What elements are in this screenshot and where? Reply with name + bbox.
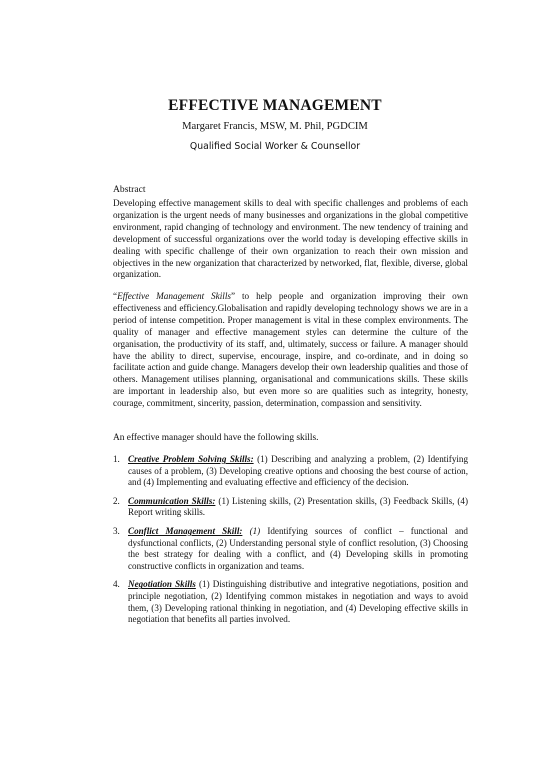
author-line: Margaret Francis, MSW, M. Phil, PGDCIM [182, 121, 368, 132]
skill-description: (1) Listening skills, (2) Presentation skills, (3) Feedback Skills, (4) Report writing skills. [128, 495, 468, 518]
intro-paragraph-text: ” to help people and organization improving their own effectiveness and efficiency.Globalisation and rapidly developing technology shows we are in a period of intense competition. Proper management is vital in these complex environments. The quality of manager and effective management styles can determine the culture of the organisation, the productivity of its staff, and, ultimately, success or failure. A manager should have the ability to direct, supervise, encourage, inspire, and co-ordinate, and in doing so facilitate action and guide change. Managers develop their own leadership qualities and those of others. Management utilises planning, organisational and communications skills. These skills are important in leadership also, but even more so are qualities such as integrity, honesty, courage, commitment, sincerity, passion, determination, compassion and sensitivity. [113, 291, 468, 409]
author-qualification: Qualified Social Worker & Counsellor [189, 141, 361, 152]
skill-name: Conflict Management Skill: [128, 525, 243, 536]
skills-list [113, 454, 468, 633]
skills-intro: An effective manager should have the following skills. [113, 433, 319, 443]
list-number: 4. [113, 579, 120, 590]
list-number: 1. [113, 454, 120, 464]
list-item [113, 496, 468, 519]
list-item [113, 526, 468, 572]
skill-description: Identifying sources of conflict – functional and dysfunctional conflicts, (2) Understanding personal style of conflict resolution, (3) Choosing the best strategy for dealing with a conflict, and (4) Developing skills in promoting constructive conflicts in organization and teams. [128, 525, 468, 571]
intro-italic-phrase: Effective Management Skills [117, 291, 231, 301]
list-number: 3. [113, 525, 120, 536]
skill-name: Communication Skills: [128, 495, 216, 506]
skill-name: Negotiation Skills [128, 579, 196, 590]
list-number: 2. [113, 495, 120, 506]
list-item-body [128, 454, 468, 489]
list-item-body [128, 579, 468, 625]
skill-name: Creative Problem Solving Skills: [128, 454, 254, 464]
list-item-body [128, 526, 468, 572]
open-quote: “ [113, 291, 118, 301]
skill-description: (1) Distinguishing distributive and integrative negotiations, position and principle negotiation, (2) Identifying common mistakes in negotiation and ways to avoid them, (3) Developing rational thinking in negotiation, and (4) Developing effective skills in negotiation that benefits all parties involved. [128, 579, 469, 625]
abstract-paragraph: Developing effective management skills to deal with specific challenges and problems of each organization is the urgent needs of many businesses and organizations in the global competitive environment, rapid changing of technology and environment. The new tendency of training and development of successful organizations over the world today is developing effective skills in dealing with specific challenge of their own organization to reach their own mission and objectives in the new organization that characterized by networked, flat, flexible, diverse, global organization. [113, 198, 468, 280]
skill-italic-prefix: (1) [242, 525, 261, 536]
document-title: EFFECTIVE MANAGEMENT [168, 97, 382, 114]
intro-paragraph [113, 291, 468, 410]
skill-description: (1) Describing and analyzing a problem, (2) Identifying causes of a problem, (3) Developing creative options and choosing the best course of action, and (4) Implementing and evaluating effective and efficiency of the decision. [128, 454, 468, 488]
abstract-heading: Abstract [113, 184, 146, 195]
list-item [113, 579, 468, 625]
list-item [113, 454, 468, 489]
list-item-body [128, 496, 468, 519]
